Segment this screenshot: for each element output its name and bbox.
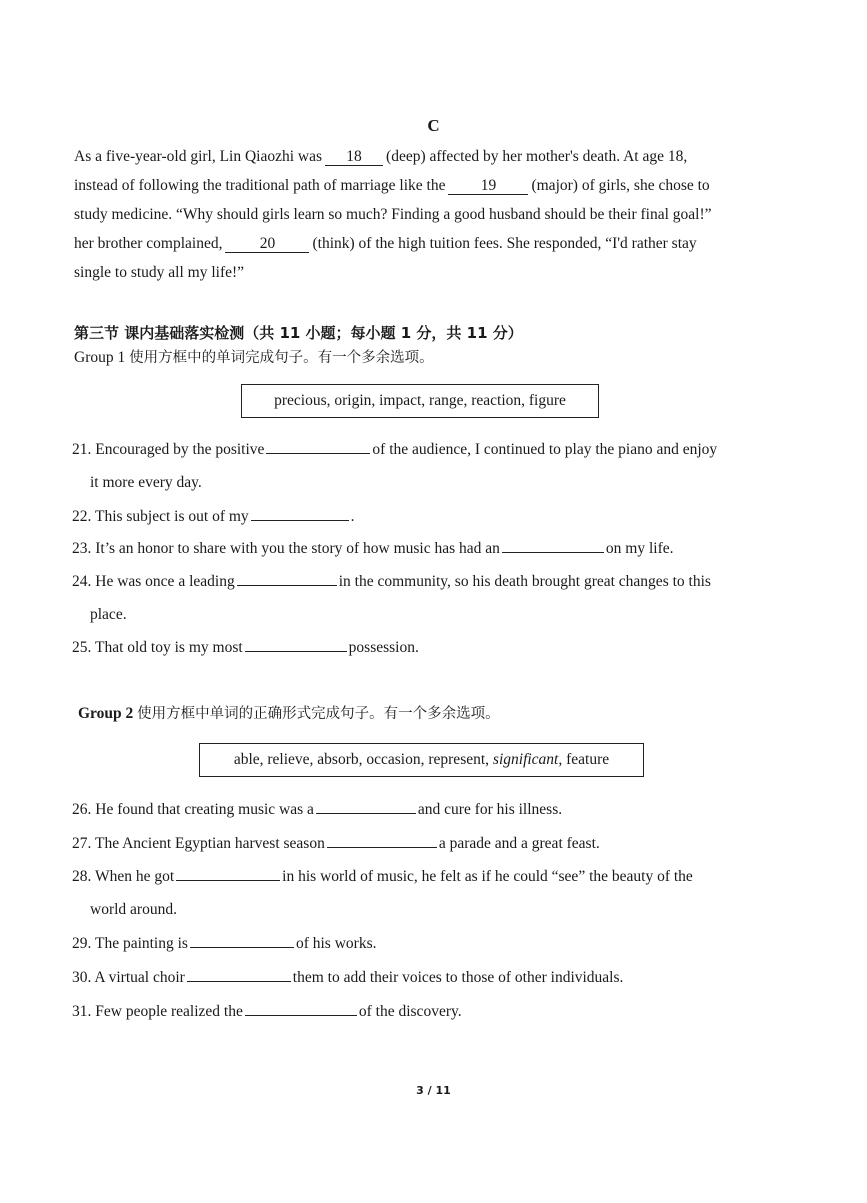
question-21: 21. Encouraged by the positive of the audience, I continued to play the piano and enjoy it more every day. bbox=[72, 441, 718, 491]
blank-20[interactable]: 20 bbox=[225, 236, 309, 253]
blank-19[interactable]: 19 bbox=[448, 178, 528, 195]
answer-blank-26[interactable] bbox=[316, 799, 416, 814]
question-30: 30. A virtual choir them to add their voices to those of other individuals. bbox=[72, 969, 624, 986]
group1-instruction: 使用方框中的单词完成句子。有一个多余选项。 bbox=[129, 350, 434, 366]
question-26: 26. He found that creating music was a and cure for his illness. bbox=[72, 801, 563, 818]
group2-word-box: able, relieve, absorb, occasion, represent, significant, feature bbox=[199, 743, 644, 777]
passage-line-3: study medicine. “Why should girls learn so much? Finding a good husband should be their final goal!” bbox=[74, 206, 712, 223]
group2-heading bbox=[78, 702, 500, 723]
question-23: 23. It’s an honor to share with you the story of how music has had an on my life. bbox=[72, 540, 674, 557]
answer-blank-31[interactable] bbox=[245, 1001, 357, 1016]
question-24: 24. He was once a leading in the community, so his death brought great changes to this place. bbox=[72, 573, 711, 623]
question-29: 29. The painting is of his works. bbox=[72, 935, 377, 952]
answer-blank-29[interactable] bbox=[190, 933, 294, 948]
passage-line-5: single to study all my life!” bbox=[74, 264, 245, 281]
passage bbox=[74, 142, 774, 287]
group1-word-box: precious, origin, impact, range, reaction, figure bbox=[241, 384, 599, 418]
blank-18[interactable]: 18 bbox=[325, 149, 383, 166]
question-25: 25. That old toy is my most possession. bbox=[72, 639, 419, 656]
passage-line-4: her brother complained, 20 (think) of the high tuition fees. She responded, “I'd rather stay bbox=[74, 235, 697, 252]
answer-blank-23[interactable] bbox=[502, 538, 604, 553]
question-22: 22. This subject is out of my . bbox=[72, 508, 355, 525]
answer-blank-28[interactable] bbox=[176, 866, 280, 881]
group1-label: Group 1 bbox=[74, 349, 126, 366]
part3-heading: 第三节 课内基础落实检测（共 11 小题；每小题 1 分，共 11 分） bbox=[74, 324, 523, 342]
answer-blank-30[interactable] bbox=[187, 967, 291, 982]
answer-blank-24[interactable] bbox=[237, 571, 337, 586]
answer-blank-21[interactable] bbox=[266, 439, 370, 454]
group2-label: Group 2 bbox=[78, 705, 134, 722]
passage-line-2: instead of following the traditional path of marriage like the 19 (major) of girls, she chose to bbox=[74, 177, 710, 194]
passage-line-1: As a five-year-old girl, Lin Qiaozhi was 18 (deep) affected by her mother's death. At age 18, bbox=[74, 148, 688, 165]
answer-blank-27[interactable] bbox=[327, 833, 437, 848]
group1-heading bbox=[74, 346, 434, 367]
answer-blank-25[interactable] bbox=[245, 637, 347, 652]
page-number: 3 / 11 bbox=[416, 1084, 451, 1097]
question-28: 28. When he got in his world of music, he felt as if he could “see” the beauty of the world around. bbox=[72, 868, 693, 918]
question-27: 27. The Ancient Egyptian harvest season a parade and a great feast. bbox=[72, 835, 600, 852]
answer-blank-22[interactable] bbox=[251, 506, 349, 521]
group2-instruction: 使用方框中单词的正确形式完成句子。有一个多余选项。 bbox=[137, 706, 500, 722]
section-letter: C bbox=[427, 116, 440, 135]
question-31: 31. Few people realized the of the discovery. bbox=[72, 1003, 462, 1020]
